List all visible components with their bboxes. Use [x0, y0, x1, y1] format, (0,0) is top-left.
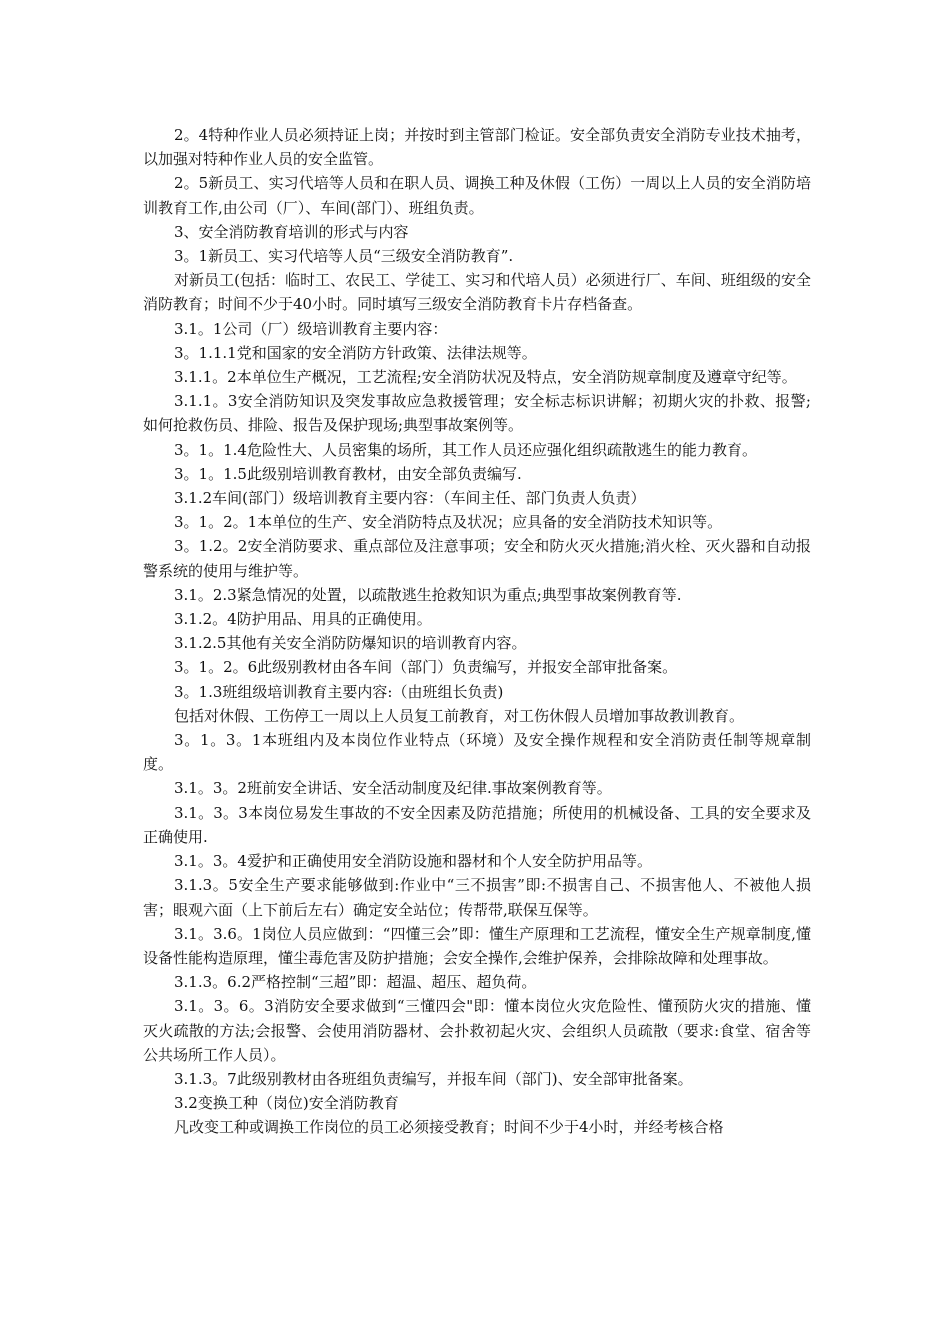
- paragraph: 3.1.3。5安全生产要求能够做到:作业中“三不损害”即:不损害自己、不损害他人、不被他人损害；眼观六面（上下前后左右）确定安全站位；传帮带,联保互保等。: [143, 876, 811, 919]
- paragraph: 3.1.2。4防护用品、用具的正确使用。: [174, 610, 432, 629]
- paragraph: 3.2变换工种（岗位)安全消防教育: [174, 1094, 399, 1113]
- paragraph: 3.1.1。2本单位生产概况，工艺流程;安全消防状况及特点，安全消防规章制度及遵章守纪等。: [174, 368, 797, 387]
- paragraph: 3。1.2。2安全消防要求、重点部位及注意事项；安全和防火灭火措施;消火栓、灭火器和自动报警系统的使用与维护等。: [143, 537, 811, 580]
- paragraph: 3.1.3。6.2严格控制“三超”即：超温、超压、超负荷。: [174, 973, 537, 992]
- paragraph: 2。4特种作业人员必须持证上岗；并按时到主管部门检证。安全部负责安全消防专业技术抽考，以加强对特种作业人员的安全监管。: [143, 126, 811, 169]
- document-body: [143, 123, 811, 1140]
- paragraph: 3.1。3。2班前安全讲话、安全活动制度及纪律.事故案例教育等。: [174, 779, 612, 798]
- paragraph: 凡改变工种或调换工作岗位的员工必须接受教育；时间不少于4小时，并经考核合格: [174, 1118, 724, 1137]
- paragraph: 3.1.2.5其他有关安全消防防爆知识的培训教育内容。: [174, 634, 527, 653]
- paragraph: 2。5新员工、实习代培等人员和在职人员、调换工种及休假（工伤）一周以上人员的安全消防培训教育工作,由公司（厂）、车间(部门）、班组负责。: [143, 174, 811, 217]
- paragraph: 3。1。3。1本班组内及本岗位作业特点（环境）及安全操作规程和安全消防责任制等规章制度。: [143, 731, 811, 774]
- paragraph: 3。1.1.1党和国家的安全消防方针政策、法律法规等。: [174, 343, 537, 362]
- paragraph: 包括对休假、工伤停工一周以上人员复工前教育，对工伤休假人员增加事故教训教育。: [174, 706, 745, 725]
- paragraph: 3。1。2。6此级别教材由各车间（部门）负责编写，并报安全部审批备案。: [174, 658, 678, 677]
- paragraph: 3.1。3。3本岗位易发生事故的不安全因素及防范措施；所使用的机械设备、工具的安全要求及正确使用.: [143, 803, 811, 846]
- paragraph: 3.1.1。3安全消防知识及突发事故应急救援管理；安全标志标识讲解；初期火灾的扑救、报警;如何抢救伤员、排险、报告及保护现场;典型事故案例等。: [143, 392, 811, 435]
- paragraph: 对新员工(包括：临时工、农民工、学徒工、实习和代培人员）必须进行厂、车间、班组级的安全消防教育；时间不少于40小时。同时填写三级安全消防教育卡片存档备查。: [143, 271, 811, 314]
- paragraph: 3.1。3。6。3消防安全要求做到“三懂四会"即：懂本岗位火灾危险性、懂预防火灾的措施、懂灭火疏散的方法;会报警、会使用消防器材、会扑救初起火灾、会组织人员疏散（要求:食堂、宿舍等公共场所工作人员）。: [143, 997, 811, 1064]
- section-heading: 3、安全消防教育培训的形式与内容: [174, 222, 409, 241]
- paragraph: 3。1新员工、实习代培等人员“三级安全消防教育”.: [174, 247, 514, 266]
- paragraph: 3。1。1.5此级别培训教育教材，由安全部负责编写.: [174, 464, 522, 483]
- paragraph: 3.1。1公司（厂）级培训教育主要内容：: [174, 319, 448, 338]
- paragraph: 3。1.3班组级培训教育主要内容:（由班组长负责): [174, 682, 504, 701]
- paragraph: 3。1。2。1本单位的生产、安全消防特点及状况；应具备的安全消防技术知识等。: [174, 513, 723, 532]
- paragraph: 3.1.2车间(部门）级培训教育主要内容：（车间主任、部门负责人负责）: [174, 489, 646, 508]
- paragraph: 3。1。1.4危险性大、人员密集的场所，其工作人员还应强化组织疏散逃生的能力教育。: [174, 440, 757, 459]
- paragraph: 3.1.3。7此级别教材由各班组负责编写，并报车间（部门)、安全部审批备案。: [174, 1069, 693, 1088]
- paragraph: 3.1。2.3紧急情况的处置，以疏散逃生抢救知识为重点;典型事故案例教育等.: [174, 585, 682, 604]
- paragraph: 3.1。3。4爱护和正确使用安全消防设施和器材和个人安全防护用品等。: [174, 852, 652, 871]
- paragraph: 3.1。3.6。1岗位人员应做到：“四懂三会”即：懂生产原理和工艺流程，懂安全生产规章制度,懂设备性能构造原理，懂尘毒危害及防护措施；会安全操作,会维护保养，会排除故障和处理事故。: [143, 924, 811, 967]
